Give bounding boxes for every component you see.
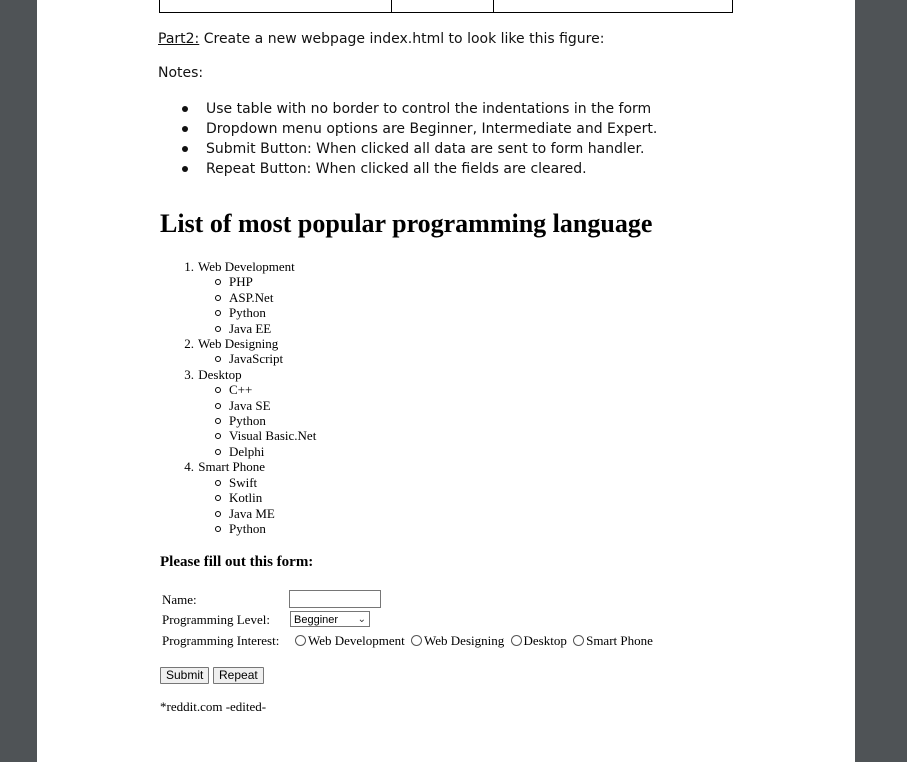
note-text: Repeat Button: When clicked all the fields are cleared. [206, 161, 587, 177]
language-item [215, 475, 316, 490]
radio-button[interactable] [411, 635, 422, 646]
radio-button[interactable] [295, 635, 306, 646]
name-input[interactable] [289, 590, 381, 608]
note-item [180, 159, 657, 179]
circle-bullet-icon [215, 433, 221, 439]
bullet-icon [182, 106, 188, 112]
note-text: Use table with no border to control the indentations in the form [206, 101, 652, 117]
language-name: ASP.Net [229, 289, 274, 305]
form-heading: Please fill out this form: [160, 554, 314, 570]
language-sublist [160, 475, 316, 537]
category-item [160, 459, 316, 536]
language-name: C++ [229, 382, 253, 398]
language-sublist [160, 382, 316, 459]
language-name: JavaScript [229, 351, 284, 367]
note-item [180, 119, 657, 139]
circle-bullet-icon [215, 356, 221, 362]
circle-bullet-icon [215, 495, 221, 501]
language-list [160, 259, 316, 536]
circle-bullet-icon [215, 326, 221, 332]
table-column-divider [493, 0, 494, 12]
circle-bullet-icon [215, 511, 221, 517]
language-name: Python [229, 520, 266, 536]
repeat-button[interactable]: Repeat [213, 667, 264, 684]
language-name: Kotlin [229, 490, 263, 506]
table-fragment [159, 0, 733, 13]
language-item [215, 321, 316, 336]
interest-option[interactable] [511, 632, 567, 650]
language-item [215, 444, 316, 459]
circle-bullet-icon [215, 449, 221, 455]
language-item [215, 428, 316, 443]
name-label: Name: [162, 592, 197, 607]
document-page [37, 0, 855, 762]
interest-option-label: Desktop [523, 633, 567, 648]
language-name: Python [229, 305, 266, 321]
circle-bullet-icon [215, 418, 221, 424]
note-item [180, 99, 657, 119]
circle-bullet-icon [215, 526, 221, 532]
bullet-icon [182, 126, 188, 132]
circle-bullet-icon [215, 387, 221, 393]
chevron-down-icon: ⌄ [357, 614, 366, 625]
level-selected-value: Begginer [294, 614, 339, 626]
interest-option-label: Web Designing [424, 633, 505, 648]
category-name: Desktop [198, 366, 242, 382]
source-credit: *reddit.com -edited- [160, 699, 267, 714]
radio-button[interactable] [573, 635, 584, 646]
category-name: Web Development [198, 259, 295, 274]
bullet-icon [182, 146, 188, 152]
level-label: Programming Level: [162, 612, 270, 627]
category-name: Smart Phone [198, 459, 266, 475]
language-item [215, 382, 316, 397]
interest-option[interactable] [411, 632, 504, 650]
language-name: Visual Basic.Net [229, 428, 317, 444]
circle-bullet-icon [215, 403, 221, 409]
language-name: Java SE [229, 397, 271, 413]
interest-option-label: Web Development [308, 633, 405, 648]
interest-option[interactable] [295, 632, 405, 650]
language-sublist [160, 351, 316, 366]
language-item [215, 521, 316, 536]
language-item [215, 398, 316, 413]
circle-bullet-icon [215, 480, 221, 486]
bullet-icon [182, 166, 188, 172]
category-number: 3. [184, 366, 194, 382]
language-item [215, 305, 316, 320]
part2-instruction [158, 31, 604, 47]
level-select[interactable] [290, 611, 370, 627]
interest-option[interactable] [573, 632, 653, 650]
language-item [215, 274, 316, 289]
language-item [215, 290, 316, 305]
category-item [160, 336, 316, 367]
submit-button[interactable]: Submit [160, 667, 209, 684]
category-number: 1. [184, 259, 194, 274]
page-title: List of most popular programming language [160, 209, 653, 238]
note-text: Submit Button: When clicked all data are sent to form handler. [206, 141, 645, 157]
category-number: 2. [184, 336, 194, 352]
language-name: Swift [229, 474, 258, 490]
notes-list [180, 99, 657, 179]
note-text: Dropdown menu options are Beginner, Intermediate and Expert. [206, 121, 658, 137]
table-column-divider [391, 0, 392, 12]
language-item [215, 413, 316, 428]
language-name: Java ME [229, 505, 275, 521]
language-item [215, 490, 316, 505]
circle-bullet-icon [215, 310, 221, 316]
language-item [215, 506, 316, 521]
category-name: Web Designing [198, 336, 279, 352]
part2-text: Create a new webpage index.html to look like this figure: [199, 31, 605, 47]
interest-label: Programming Interest: [162, 633, 280, 648]
language-name: Delphi [229, 443, 265, 459]
language-name: PHP [229, 274, 253, 290]
language-item [215, 351, 316, 366]
circle-bullet-icon [215, 279, 221, 285]
interest-option-label: Smart Phone [586, 633, 653, 648]
category-number: 4. [184, 459, 194, 475]
radio-button[interactable] [511, 635, 522, 646]
language-name: Java EE [229, 320, 272, 336]
note-item [180, 139, 657, 159]
circle-bullet-icon [215, 295, 221, 301]
part2-label: Part2: [158, 31, 200, 47]
language-sublist [160, 274, 316, 336]
category-item [160, 259, 316, 336]
interest-radio-group [295, 632, 656, 650]
language-name: Python [229, 413, 266, 429]
notes-label: Notes: [158, 65, 204, 81]
category-item [160, 367, 316, 459]
